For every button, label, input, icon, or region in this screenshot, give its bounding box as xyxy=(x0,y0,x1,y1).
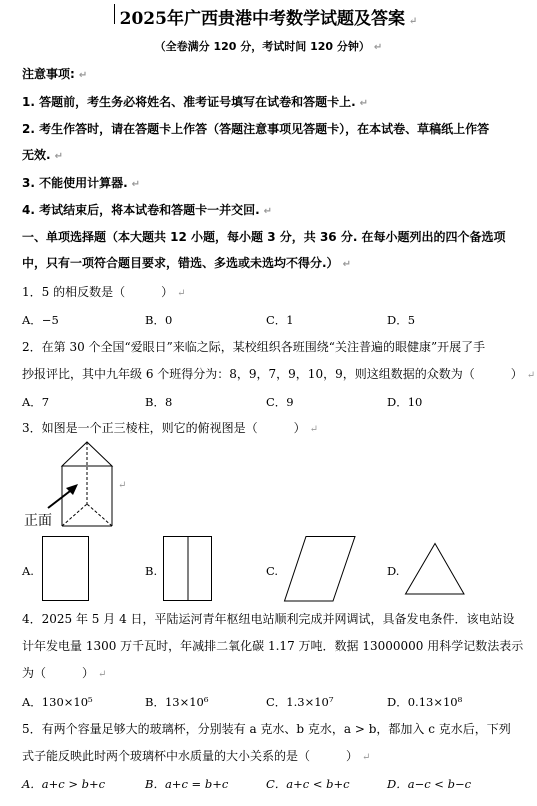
q5-option-c: C．a+c < b+c xyxy=(266,777,350,791)
note-2-cont: 无效. ↵ xyxy=(22,148,63,162)
q3-option-a-label: A. xyxy=(22,564,34,578)
q5-option-d: D．a−c < b−c xyxy=(387,777,472,791)
question-4-stem-1: 4．2025 年 5 月 4 日，平陆运河青年枢纽电站顺利完成并网调试，具备发电条件．该电站设 xyxy=(22,612,515,626)
q4-option-d: D．0.13×10⁸ xyxy=(387,695,463,709)
question-4-stem-2: 计年发电量 1300 万千瓦时，年减排二氧化碳 1.17 万吨．数据 13000000 用科学记数法表示 xyxy=(22,639,524,653)
notes-heading: 注意事项: ↵ xyxy=(22,67,88,81)
q4-option-c: C．1.3×10⁷ xyxy=(266,695,334,709)
q2-option-c: C．9 xyxy=(266,395,294,409)
q3-option-c-figure xyxy=(284,536,356,602)
q2-option-a: A．7 xyxy=(22,395,50,409)
q1-option-a: A．−5 xyxy=(22,313,59,327)
q5-option-a: A．a+c > b+c xyxy=(22,777,106,791)
q3-option-d-figure xyxy=(405,543,465,595)
question-2-stem-2: 抄报评比，其中九年级 6 个班得分为：8，9，7，9，10，9，则这组数据的众数为（ ） ↵ xyxy=(22,367,536,381)
q3-option-a-figure xyxy=(42,536,90,602)
question-3-stem: 3．如图是一个正三棱柱，则它的俯视图是（ ） ↵ xyxy=(22,421,319,435)
question-4-stem-3: 为（ ） ↵ xyxy=(22,666,107,680)
q5-option-b: B．a+c = b+c xyxy=(145,777,229,791)
question-5-stem-2: 式子能反映此时两个玻璃杯中水质量的大小关系的是（ ） ↵ xyxy=(22,749,371,763)
q4-option-b: B．13×10⁶ xyxy=(145,695,209,709)
page-subtitle: （全卷满分 120 分，考试时间 120 分钟） ↵ xyxy=(154,40,383,53)
question-1-stem: 1．5 的相反数是（ ） ↵ xyxy=(22,285,186,299)
figure-paragraph-mark: ↵ xyxy=(118,480,127,491)
note-2: 2. 考生作答时，请在答题卡上作答（答题注意事项见答题卡），在本试卷、草稿纸上作答 xyxy=(22,122,490,136)
question-5-stem-1: 5．有两个容量足够大的玻璃杯，分别装有 a 克水、b 克水，a > b，都加入 c 克水后，下列 xyxy=(22,722,511,736)
q3-option-c-label: C. xyxy=(266,564,279,578)
section-heading-1: 一、单项选择题（本大题共 12 小题，每小题 3 分，共 36 分. 在每小题列出的四个备选项 xyxy=(22,230,506,244)
page-title: 2025年广西贵港中考数学试题及答案 ↵ xyxy=(119,9,418,29)
q2-option-d: D．10 xyxy=(387,395,423,409)
q1-option-c: C．1 xyxy=(266,313,294,327)
section-heading-2: 中，只有一项符合题目要求，错选、多选或未选均不得分.） ↵ xyxy=(22,256,351,270)
q3-option-b-label: B. xyxy=(145,564,158,578)
q1-option-b: B．0 xyxy=(145,313,173,327)
note-1: 1. 答题前，考生务必将姓名、准考证号填写在试卷和答题卡上. ↵ xyxy=(22,95,369,109)
question-2-stem-1: 2．在第 30 个全国“爱眼日”来临之际，某校组织各班围绕“关注普遍的眼健康”开展了手 xyxy=(22,340,486,354)
q1-option-d: D．5 xyxy=(387,313,416,327)
note-4: 4. 考试结束后，将本试卷和答题卡一并交回. ↵ xyxy=(22,203,273,217)
q3-option-d-label: D. xyxy=(387,564,400,578)
q3-option-b-figure xyxy=(163,536,213,602)
q4-option-a: A．130×10⁵ xyxy=(22,695,93,709)
note-3: 3. 不能使用计算器. ↵ xyxy=(22,176,141,190)
front-view-label: 正面 xyxy=(24,513,52,529)
q2-option-b: B．8 xyxy=(145,395,173,409)
